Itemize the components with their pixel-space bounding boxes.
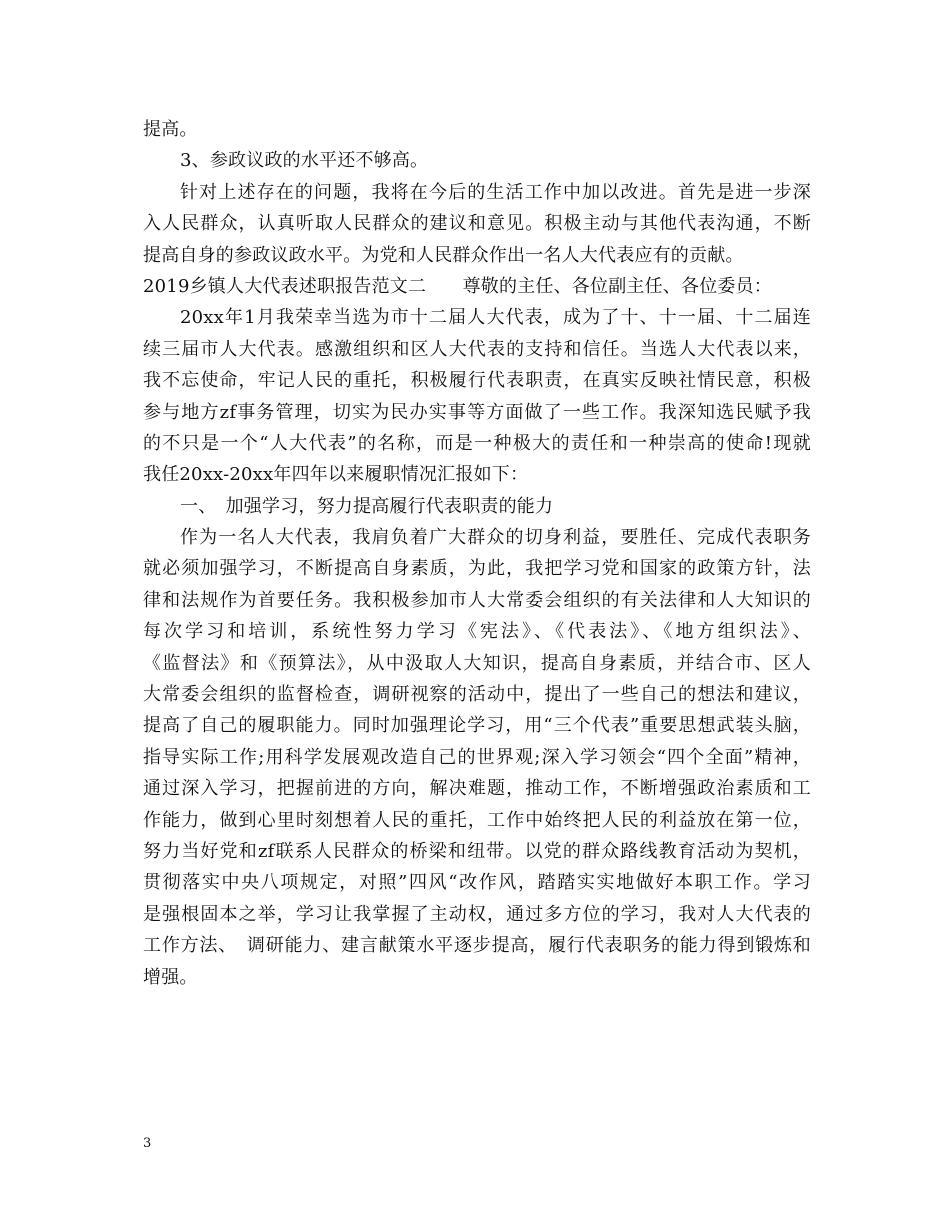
text-line: 增强。 <box>143 966 198 988</box>
text-line: 努力当好党和zf联系人民群众的桥梁和纽带。以党的群众路线教育活动为契机， <box>143 840 811 862</box>
text-line: 一、 加强学习，努力提高履行代表职责的能力 <box>180 495 554 517</box>
text-line: 的不只是一个“人大代表”的名称，而是一种极大的责任和一种崇高的使命!现就 <box>143 432 811 454</box>
document-body <box>143 114 811 993</box>
text-line: 提高了自己的履职能力。同时加强理论学习，用“三个代表”重要思想武装头脑， <box>143 715 811 737</box>
text-line: 《监督法》和《预算法》，从中汲取人大知识，提高自身素质，并结合市、区人 <box>143 652 811 674</box>
text-line: 2019乡镇人大代表述职报告范文二 尊敬的主任、各位副主任、各位委员： <box>143 275 773 297</box>
text-line: 工作方法、 调研能力、建言献策水平逐步提高，履行代表职务的能力得到锻炼和 <box>143 935 811 957</box>
text-line: 是强根固本之举，学习让我掌握了主动权，通过多方位的学习，我对人大代表的 <box>143 903 811 925</box>
text-line: 指导实际工作;用科学发展观改造自己的世界观;深入学习领会“四个全面”精神， <box>143 746 811 768</box>
text-line: 提高。 <box>143 119 198 140</box>
page-number: 3 <box>143 1136 152 1151</box>
text-line: 作为一名人大代表，我肩负着广大群众的切身利益，要胜任、完成代表职务 <box>180 527 811 549</box>
text-line: 我不忘使命，牢记人民的重托，积极履行代表职责，在真实反映社情民意，积极 <box>143 370 811 392</box>
text-line: 我任20xx-20xx年四年以来履职情况汇报如下： <box>143 464 529 486</box>
text-line: 续三届市人大代表。感激组织和区人大代表的支持和信任。当选人大代表以来， <box>143 338 811 360</box>
text-line: 律和法规作为首要任务。我积极参加市人大常委会组织的有关法律和人大知识的 <box>143 589 811 611</box>
text-line: 作能力，做到心里时刻想着人民的重托，工作中始终把人民的利益放在第一位， <box>143 809 811 831</box>
text-line: 贯彻落实中央八项规定，对照”四风“改作风，踏踏实实地做好本职工作。学习 <box>143 872 811 894</box>
text-line: 就必须加强学习，不断提高自身素质，为此，我把学习党和国家的政策方针，法 <box>143 558 811 580</box>
text-line: 通过深入学习，把握前进的方向，解决难题，推动工作，不断增强政治素质和工 <box>143 778 811 800</box>
text-line: 大常委会组织的监督检查，调研视察的活动中，提出了一些自己的想法和建议， <box>143 684 811 706</box>
text-line: 3、参政议政的水平还不够高。 <box>180 150 429 172</box>
text-line: 入人民群众，认真听取人民群众的建议和意见。积极主动与其他代表沟通，不断 <box>143 213 811 235</box>
text-line: 每次学习和培训，系统性努力学习《宪法》、《代表法》、《地方组织法》、 <box>143 621 811 643</box>
text-line: 提高自身的参政议政水平。为党和人民群众作出一名人大代表应有的贡献。 <box>143 244 744 266</box>
text-line: 20xx年1月我荣幸当选为市十二届人大代表，成为了十、十一届、十二届连 <box>180 307 811 329</box>
text-line: 参与地方zf事务管理，切实为民办实事等方面做了一些工作。我深知选民赋予我 <box>143 401 811 423</box>
text-line: 针对上述存在的问题，我将在今后的生活工作中加以改进。首先是进一步深 <box>180 181 811 203</box>
